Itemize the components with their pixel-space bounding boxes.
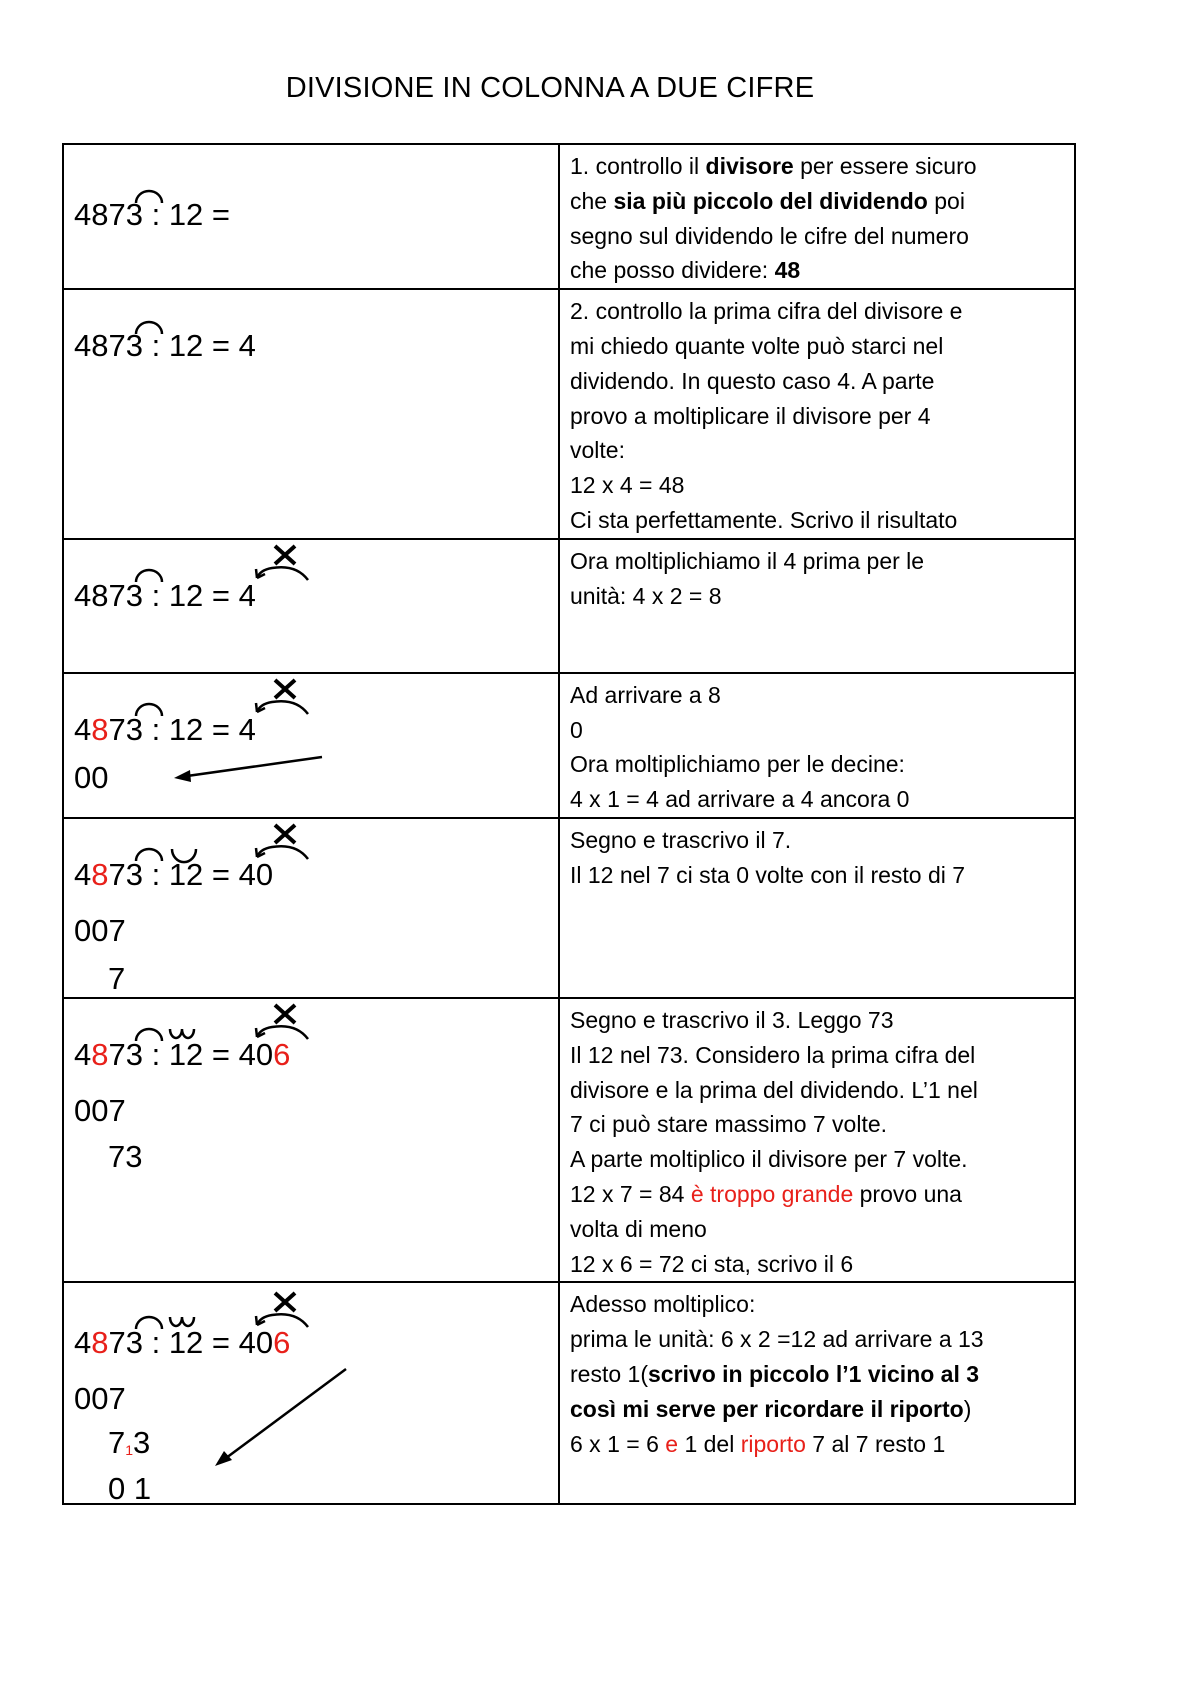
text-run: 12 x 7 = 84 xyxy=(570,1180,691,1207)
text-run: 1 del xyxy=(678,1430,741,1457)
dividend-digit: 4 xyxy=(74,1036,92,1072)
quotient: 4 xyxy=(238,328,256,364)
division-equation xyxy=(74,856,274,892)
text-run: che posso dividere: xyxy=(570,257,775,284)
page-title: DIVISIONE IN COLONNA A DUE CIFRE xyxy=(285,72,815,104)
equation-cell xyxy=(63,673,559,818)
quotient: 40 xyxy=(238,1036,274,1072)
quotient: 40 xyxy=(238,856,274,892)
dividend-digit-highlighted: 8 xyxy=(91,1036,109,1072)
text-run: ) xyxy=(963,1395,972,1422)
equation-rest: 73 : 12 = xyxy=(108,856,239,892)
dividend-digit: 8 xyxy=(91,197,109,232)
table-row xyxy=(63,818,1075,998)
explanation-cell xyxy=(559,818,1075,998)
explanation-cell xyxy=(559,998,1075,1282)
highlighted-text: è troppo grande xyxy=(690,1180,854,1207)
text-run: 4 x 1 = 4 ad arrivare a 4 ancora 0 xyxy=(570,786,910,813)
text-run: 6 x 1 = 6 xyxy=(570,1430,666,1457)
text-run: 0 xyxy=(570,716,583,743)
annotation-marks xyxy=(64,819,558,999)
division-equation xyxy=(74,328,256,364)
table-row xyxy=(63,539,1075,673)
cross-icon xyxy=(275,1005,295,1023)
text-run: segno sul dividendo le cifre del numero xyxy=(570,222,969,249)
equation-rest: 73 : 12 = xyxy=(108,711,239,747)
text-run: Ad arrivare a 8 xyxy=(570,681,721,708)
explanation-cell xyxy=(559,1282,1075,1504)
quotient-new-digit: 6 xyxy=(273,1036,291,1072)
text-run: 2. controllo la prima cifra del divisore e xyxy=(570,298,963,325)
dividend-digit: 8 xyxy=(91,328,109,364)
text-run: Il 12 nel 73. Considero la prima cifra del xyxy=(570,1041,976,1068)
cross-icon xyxy=(275,546,295,564)
table-row xyxy=(63,144,1075,289)
text-run: per essere sicuro xyxy=(793,153,977,179)
step-text xyxy=(570,294,1066,538)
cross-icon xyxy=(275,680,295,698)
step-text xyxy=(570,1003,1066,1281)
arrow-head xyxy=(174,770,191,782)
explanation-cell xyxy=(559,539,1075,673)
text-run: divisore e la prima del dividendo. L’1 nel xyxy=(570,1076,978,1103)
text-run: mi chiedo quante volte può starci nel xyxy=(570,332,944,359)
table-row xyxy=(63,673,1075,818)
division-equation xyxy=(74,1325,291,1361)
dividend-digit-highlighted: 8 xyxy=(91,1325,109,1361)
final-remainder: 0 1 xyxy=(108,1471,152,1507)
step-text xyxy=(570,149,1066,288)
bold-text: scrivo in piccolo l’1 vicino al 3 xyxy=(647,1360,980,1387)
explanation-cell xyxy=(559,144,1075,289)
equation-rest: 73 : 12 = xyxy=(108,1325,239,1361)
bold-text: così mi serve per ricordare il riporto xyxy=(570,1395,964,1422)
dividend-digit: 4 xyxy=(74,856,92,892)
arrow-line xyxy=(180,757,322,777)
partial-remainder: 00 xyxy=(74,759,109,795)
table-row xyxy=(63,289,1075,539)
arrow-line xyxy=(222,1369,346,1461)
carry-digit: 1 xyxy=(125,1442,134,1459)
text-run: 7 al 7 resto 1 xyxy=(805,1430,946,1457)
partial-remainder: 7 xyxy=(108,960,126,996)
table-row xyxy=(63,998,1075,1282)
cross-icon xyxy=(275,1293,295,1311)
text-run: che xyxy=(570,187,614,214)
partial-remainder: 007 xyxy=(74,1381,126,1417)
quotient: 4 xyxy=(238,577,256,613)
text-run: dividendo. In questo caso 4. A parte xyxy=(570,367,935,394)
text-run: A parte moltiplico il divisore per 7 volte. xyxy=(570,1146,968,1173)
text-run: Il 12 nel 7 ci sta 0 volte con il resto di 7 xyxy=(570,861,966,888)
division-equation xyxy=(74,199,230,230)
text-run: Ora moltiplichiamo per le decine: xyxy=(570,751,905,778)
annotation-marks xyxy=(64,290,558,534)
equation-rest: 73 : 12 = xyxy=(108,197,231,232)
text-run: provo una xyxy=(853,1180,962,1207)
text-run: Ora moltiplichiamo il 4 prima per le xyxy=(570,547,925,574)
arrow-head xyxy=(215,1451,232,1466)
step-text xyxy=(570,544,1066,614)
equation-rest: 73 : 12 = xyxy=(108,1036,239,1072)
text-run: unità: 4 x 2 = 8 xyxy=(570,582,722,609)
step-text xyxy=(570,823,1066,893)
division-equation xyxy=(74,577,256,613)
dividend-digit: 4 xyxy=(74,197,92,232)
text-run: Ci sta perfettamente. Scrivo il risultato xyxy=(570,506,958,533)
bold-text: divisore xyxy=(705,153,794,179)
equation-rest: 73 : 12 = xyxy=(108,328,239,364)
text-run: 12 x 4 = 48 xyxy=(570,472,685,499)
step-text xyxy=(570,678,1066,817)
equation-cell xyxy=(63,998,559,1282)
dividend-digit: 4 xyxy=(74,577,92,613)
equation-cell xyxy=(63,1282,559,1507)
cross-icon xyxy=(275,825,295,843)
partial-remainder: 007 xyxy=(74,1092,126,1128)
equation-cell xyxy=(63,144,559,289)
text-run: Segno e trascrivo il 7. xyxy=(570,826,792,853)
step-text xyxy=(570,1287,1066,1461)
quotient: 4 xyxy=(238,711,256,747)
text-run: prima le unità: 6 x 2 =12 ad arrivare a 13 xyxy=(570,1326,984,1353)
text-run: poi xyxy=(927,187,965,214)
text-run: volta di meno xyxy=(570,1215,707,1242)
partial-remainder: 73 xyxy=(108,1138,143,1174)
text-run: provo a moltiplicare il divisore per 4 xyxy=(570,402,931,429)
dividend-digit-highlighted: 8 xyxy=(91,856,109,892)
partial-remainder: 007 xyxy=(74,912,126,948)
explanation-cell xyxy=(559,289,1075,539)
equation-rest: 73 : 12 = xyxy=(108,577,239,613)
text-run: 7 ci può stare massimo 7 volte. xyxy=(570,1111,888,1138)
quotient-new-digit: 6 xyxy=(273,1325,291,1361)
dividend-digit: 4 xyxy=(74,1325,92,1361)
text-run: 12 x 6 = 72 ci sta, scrivo il 6 xyxy=(570,1250,854,1277)
text-run: Segno e trascrivo il 3. Leggo 73 xyxy=(570,1006,894,1033)
text-run: volte: xyxy=(570,437,625,464)
equation-cell xyxy=(63,818,559,998)
text-run: Adesso moltiplico: xyxy=(570,1291,756,1318)
division-equation xyxy=(74,1036,291,1072)
steps-table xyxy=(62,143,1076,1505)
bold-text: sia più piccolo del dividendo xyxy=(613,187,928,214)
highlighted-text: riporto xyxy=(740,1430,806,1457)
dividend-digit: 4 xyxy=(74,328,92,364)
dividend-digit: 4 xyxy=(74,711,92,747)
equation-cell xyxy=(63,289,559,539)
dividend-digit: 8 xyxy=(91,577,109,613)
bold-text: 48 xyxy=(774,257,801,284)
table-row xyxy=(63,1282,1075,1504)
quotient: 40 xyxy=(238,1325,274,1361)
explanation-cell xyxy=(559,673,1075,818)
partial-remainder-with-carry: 713 xyxy=(108,1425,151,1461)
text-run: 1. controllo il xyxy=(570,153,706,179)
text-run: resto 1( xyxy=(570,1360,648,1387)
division-equation xyxy=(74,711,256,747)
dividend-digit-highlighted: 8 xyxy=(91,711,109,747)
highlighted-text: e xyxy=(665,1430,679,1457)
equation-cell xyxy=(63,539,559,673)
